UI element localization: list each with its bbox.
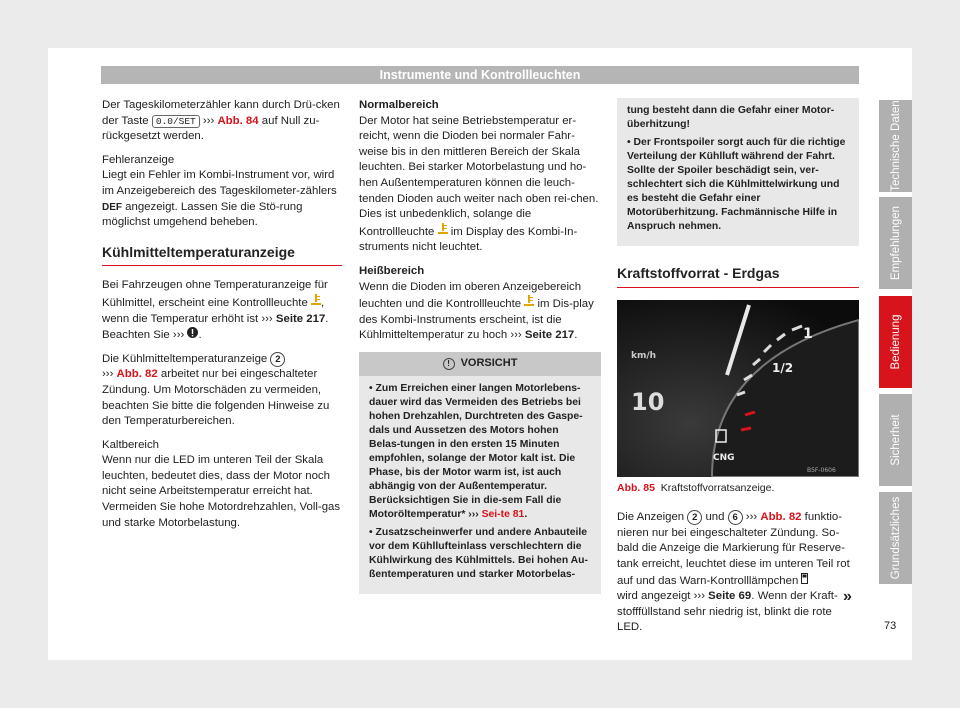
text: Die Kühlmitteltemperaturanzeige bbox=[102, 352, 271, 365]
text: ››› bbox=[102, 368, 117, 381]
tab-label: Sicherheit bbox=[889, 414, 902, 466]
caution-item: • Der Frontspoiler sorgt auch für die richtige Verteilung der Kühlluft während der Fahrt. Sollte der Spoiler beschädigt sein, ver-schlechtert sich die Kühlmittelwirkung und es besteht die Gefahr einer Motorüberhitzung. Fachmännische Hilfe in Anspruch nehmen. bbox=[627, 137, 846, 232]
text: . bbox=[524, 508, 528, 520]
cng-label: CNG bbox=[713, 452, 735, 463]
text: arbeitet nur bei eingeschalteter Zündung. Um Motorschäden zu vermeiden, beachten Sie bitte die folgenden Hinweise zu den Temperaturbereichen. bbox=[102, 368, 330, 428]
subheading-kalt: Kaltbereich bbox=[102, 438, 159, 451]
text: auf Null zu-rückgesetzt werden. bbox=[102, 114, 320, 143]
def-code: DEF bbox=[102, 201, 122, 213]
paragraph-fehler bbox=[102, 168, 342, 230]
tab-label: Grundsätzliches bbox=[889, 496, 902, 580]
tab-sicherheit[interactable] bbox=[879, 394, 912, 486]
speed-number: 10 bbox=[631, 387, 665, 416]
text: Zusatzscheinwerfer und andere Anbauteile vor dem Kühllufteinlass verschlechtern die Kühlwirkung des Kühlmittels. Bei hohen Au-ßentemperaturen und starker Motorbelas- bbox=[369, 526, 588, 580]
page-link[interactable]: Seite 217 bbox=[524, 329, 575, 342]
caution-item: tung besteht dann die Gefahr einer Motor-überhitzung! bbox=[627, 105, 835, 130]
figure-link[interactable]: Abb. 82 bbox=[760, 511, 802, 524]
column-2 bbox=[359, 98, 601, 594]
paragraph-anzeige bbox=[102, 352, 342, 430]
coolant-warning-icon bbox=[311, 297, 321, 309]
page-link[interactable]: Sei-te 81 bbox=[481, 508, 525, 520]
full-label: 1 bbox=[803, 325, 813, 342]
paragraph-reset bbox=[102, 98, 342, 145]
caution-label: VORSICHT bbox=[460, 356, 518, 369]
callout-number: 6 bbox=[728, 510, 743, 525]
text: angezeigt. Lassen Sie die Stö-rung möglichst umgehend beheben. bbox=[102, 200, 303, 229]
paragraph-temp: Bei Fahrzeugen ohne Temperaturanzeige für Kühlmittel, erscheint eine Kontrollleuchte , wenn die Temperatur erhöht ist ››› Seite 217. Beachten Sie ››› . bbox=[102, 279, 329, 342]
page-header: Instrumente und Kontrollleuchten bbox=[101, 66, 859, 84]
fuel-warning-icon bbox=[801, 575, 810, 587]
text: wird angezeigt ››› bbox=[617, 590, 709, 603]
fuel-gauge-illustration bbox=[617, 300, 859, 477]
tab-label: Technische Daten bbox=[889, 100, 902, 192]
text: Der Motor hat seine Betriebstemperatur er-reicht, wenn die Dioden bei normaler Fahr-weise bis in den mittleren Bereich der Skala leuchten. Bei starker Motorbelastung und ho-hen Außentemperaturen können die leuch-tenden Dioden auch weiter nach oben rei-chen. Dies ist unbedenklich, solange die Kontrollleuchte bbox=[359, 114, 599, 238]
text: . Wenn der Kraft-stofffüllstand sehr niedrig ist, blinkt die rote LED. bbox=[617, 590, 838, 634]
text: , wenn die Temperatur erhöht ist ››› bbox=[102, 296, 325, 325]
text: ››› bbox=[199, 114, 218, 127]
text: ››› bbox=[742, 511, 761, 524]
caution-icon: ! bbox=[443, 358, 455, 370]
section-title-erdgas: Kraftstoffvorrat - Erdgas bbox=[617, 262, 859, 288]
tab-empfehlungen[interactable] bbox=[879, 197, 912, 289]
figure-link[interactable]: Abb. 82 bbox=[116, 368, 158, 381]
tab-label: Bedienung bbox=[889, 314, 902, 370]
text: Zum Erreichen einer langen Motorlebens-dauer wird das Vermeiden des Betriebs bei hohen Drehzahlen, Durchtreten des Gaspe-dals und Aussetzen des Motors hohen Belas-tungen in den ersten 15 Minuten empfohlen, solange der Motor kalt ist. Die Phase, bis der Motor warm ist, ist auch abhängig von der Außentemperatur. Berücksichtigen Sie in die-sem Fall die Motoröltemperatur* ››› bbox=[369, 382, 583, 520]
paragraph-heiss bbox=[359, 280, 601, 344]
tab-label: Empfehlungen bbox=[889, 205, 902, 281]
text: Wenn die Dioden im oberen Anzeigebereich leuchten und die Kontrollleuchte bbox=[359, 280, 582, 311]
caution-item: • Zusatzscheinwerfer und andere Anbauteile vor dem Kühllufteinlass verschlechtern die Kühlwirkung des Kühlmittels. Bei hohen Au-ßentemperaturen und starker Motorbelas- bbox=[369, 526, 588, 580]
coolant-warning-icon bbox=[438, 226, 448, 238]
half-label: 1/2 bbox=[772, 360, 794, 375]
text: Der Tageskilometerzähler kann durch Drü-cken der Taste bbox=[102, 99, 340, 127]
subheading-fehler: Fehleranzeige bbox=[102, 153, 175, 166]
kmh-label: km/h bbox=[631, 350, 657, 361]
subheading-normal: Normalbereich bbox=[359, 99, 439, 111]
caution-box bbox=[359, 352, 601, 594]
page-link[interactable]: Seite 217 bbox=[275, 312, 326, 325]
warning-circle-icon bbox=[187, 329, 198, 341]
text: funktio-nieren nur bei eingeschalteter Zündung. So-bald die Anzeige die Markierung für Reserve-tank erreicht, leuchtet diese im unteren Teil rot auf und das Warn-Kontrolllämpchen bbox=[617, 511, 850, 587]
caution-title bbox=[359, 352, 601, 376]
callout-number: 2 bbox=[687, 510, 702, 525]
caution-body bbox=[359, 376, 601, 594]
callout-number: 2 bbox=[270, 352, 285, 367]
paragraph-kalt: Wenn nur die LED im unteren Teil der Skala leuchten, bedeutet dies, dass der Motor noch nicht seine Arbeitstemperatur erreicht hat. Vermeiden Sie hohe Motordrehzahlen, Voll-gas und starke Motorbelastung. bbox=[102, 454, 341, 529]
fuel-gauge-figure bbox=[617, 300, 859, 477]
figure-link[interactable]: Abb. 84 bbox=[217, 114, 259, 127]
caption-text: Kraftstoffvorratsanzeige. bbox=[660, 481, 775, 494]
tab-grundsaetzliches[interactable] bbox=[879, 492, 912, 584]
page-number: 73 bbox=[884, 620, 897, 632]
continue-marker: » bbox=[843, 588, 852, 605]
page-link[interactable]: Seite 69 bbox=[708, 590, 752, 603]
paragraph-normal bbox=[359, 114, 601, 256]
tab-technische-daten[interactable] bbox=[879, 100, 912, 192]
section-title-kuehlmittel: Kühlmitteltemperaturanzeige bbox=[102, 241, 342, 267]
set-key: 0.0/SET bbox=[152, 115, 200, 128]
text: im Dis-play des Kombi-Instruments erscheint, ist die Kühlmitteltemperatur zu hoch ››› bbox=[359, 298, 594, 342]
figure-caption bbox=[617, 481, 859, 497]
text: Der Frontspoiler sorgt auch für die richtige Verteilung der Kühlluft während der Fahrt. Sollte der Spoiler beschädigt sein, ver-schlechtert sich die Kühlmittelwirkung und es besteht die Gefahr einer Motorüberhitzung. Fachmännische Hilfe in Anspruch nehmen. bbox=[627, 137, 846, 232]
figure-number: Abb. 85 bbox=[617, 481, 655, 494]
text: Liegt ein Fehler im Kombi-Instrument vor, wird im Anzeigebereich des Tageskilometer-zählers bbox=[102, 169, 337, 197]
text: und bbox=[702, 511, 728, 524]
paragraph-fuel bbox=[617, 510, 859, 636]
text: . bbox=[574, 329, 578, 342]
figure-code: B5F-0606 bbox=[807, 466, 836, 474]
caution-item: • Zum Erreichen einer langen Motorlebens-dauer wird das Vermeiden des Betriebs bei hohen Drehzahlen, Durchtreten des Gaspe-dals und Aussetzen des Motors hohen Belas-tungen in den ersten 15 Minuten empfohlen, solange der Motor kalt ist. Die Phase, bis der Motor warm ist, ist auch abhängig von der Außentemperatur. Berücksichtigen Sie in die-sem Fall die Motoröltemperatur* ››› Sei-te 81. bbox=[369, 382, 583, 520]
column-3 bbox=[617, 98, 859, 644]
tab-bedienung[interactable] bbox=[879, 296, 912, 388]
column-1 bbox=[102, 98, 342, 539]
coolant-warning-icon bbox=[524, 298, 534, 310]
text: Bei Fahrzeugen ohne Temperaturanzeige für Kühlmittel, erscheint eine Kontrollleuchte bbox=[102, 279, 328, 309]
caution-box-continued bbox=[617, 98, 859, 246]
text: im Display des Kombi-In-struments nicht leuchtet. bbox=[359, 225, 578, 254]
text: Die Anzeigen bbox=[617, 511, 688, 524]
subheading-heiss: Heißbereich bbox=[359, 264, 425, 277]
text: . Beachten Sie ››› bbox=[102, 312, 329, 342]
